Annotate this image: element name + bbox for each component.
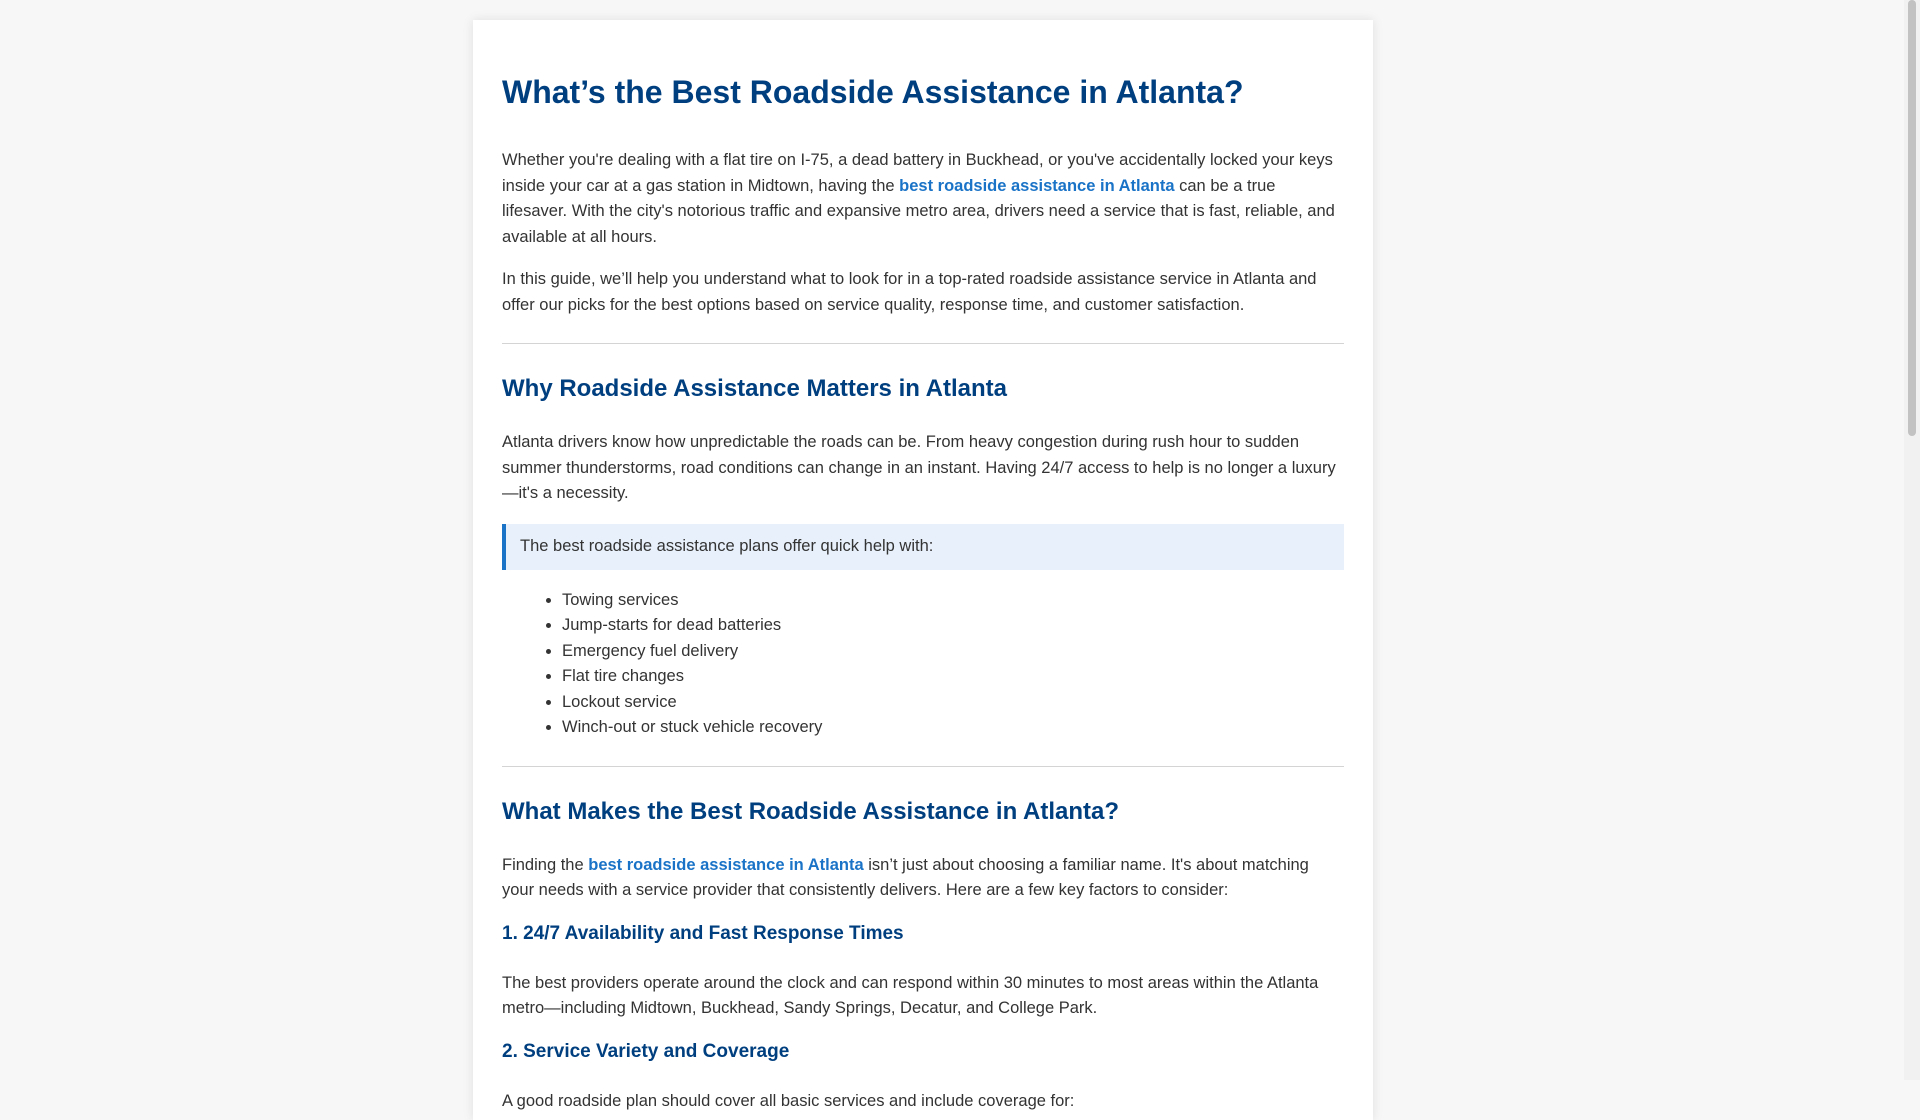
- intro-text-start: Whether you're dealing with a flat tire on I-75, a dead battery in Buckhead, or you've accidentally locked your keys inside your car at a gas station in Midtown, having the: [502, 151, 1333, 195]
- callout-box: The best roadside assistance plans offer quick help with:: [502, 524, 1344, 570]
- subheading-availability: 1. 24/7 Availability and Fast Response Times: [502, 922, 904, 944]
- service-variety-paragraph: A good roadside plan should cover all basic services and include coverage for:: [502, 1091, 1075, 1110]
- subheading-service-variety: 2. Service Variety and Coverage: [502, 1040, 790, 1062]
- article-card: [473, 20, 1373, 1120]
- what-makes-paragraph: [502, 853, 1344, 904]
- scrollbar-thumb[interactable]: [1908, 0, 1916, 436]
- services-list: [502, 588, 1344, 741]
- what-makes-text-end: isn’t just about choosing a familiar name. It's about matching your needs with a service provider that consistently delivers. Here are a few key factors to consider:: [502, 855, 1309, 899]
- vertical-scrollbar[interactable]: [1904, 0, 1920, 1080]
- list-item: • Winch-out or stuck vehicle recovery: [562, 715, 1344, 741]
- best-roadside-link-2[interactable]: best roadside assistance in Atlanta: [588, 855, 864, 874]
- section-heading-why: Why Roadside Assistance Matters in Atlanta: [502, 375, 1008, 402]
- section-divider-2: [502, 766, 1344, 767]
- list-item: • Lockout service: [562, 690, 1344, 716]
- intro-paragraph-1: [502, 148, 1344, 250]
- availability-paragraph: The best providers operate around the clock and can respond within 30 minutes to most areas within the Atlanta metro—including Midtown, Buckhead, Sandy Springs, Decatur, and College Park.: [502, 973, 1319, 1017]
- list-item: • Flat tire changes: [562, 664, 1344, 690]
- section-divider-1: [502, 343, 1344, 344]
- article-title: What’s the Best Roadside Assistance in Atlanta?: [502, 74, 1244, 110]
- intro-paragraph-2: In this guide, we’ll help you understand what to look for in a top-rated roadside assistance service in Atlanta and offer our picks for the best options based on service quality, response time, and customer satisfaction.: [502, 270, 1317, 314]
- what-makes-text-start: Finding the: [502, 855, 589, 874]
- list-item: • Jump-starts for dead batteries: [562, 613, 1344, 639]
- best-roadside-link-1[interactable]: best roadside assistance in Atlanta: [899, 176, 1175, 195]
- list-item: • Towing services: [562, 588, 1344, 614]
- list-item: • Emergency fuel delivery: [562, 639, 1344, 665]
- why-paragraph: Atlanta drivers know how unpredictable the roads can be. From heavy congestion during rush hour to sudden summer thunderstorms, road conditions can change in an instant. Having 24/7 access to help is no longer a luxury—it's a necessity.: [502, 433, 1336, 502]
- section-heading-what-makes: What Makes the Best Roadside Assistance in Atlanta?: [502, 797, 1120, 825]
- intro-text-end: can be a true lifesaver. With the city's notorious traffic and expansive metro area, drivers need a service that is fast, reliable, and available at all hours.: [502, 176, 1335, 246]
